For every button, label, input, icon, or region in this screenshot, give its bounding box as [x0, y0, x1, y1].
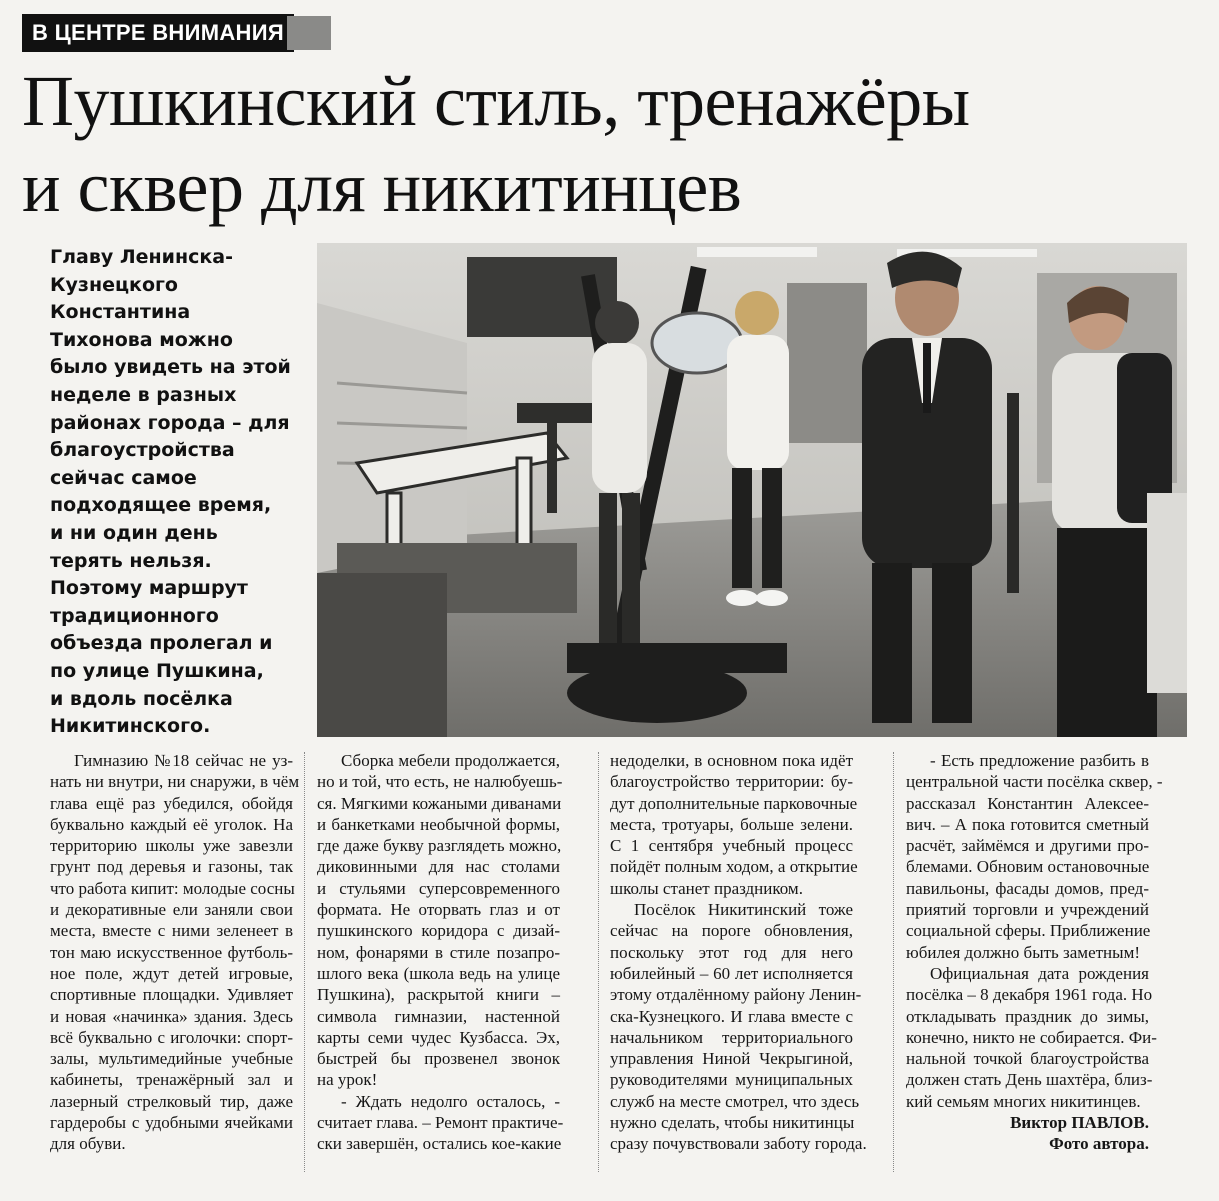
text-line: пойдёт полным ходом, а открытие — [610, 857, 858, 877]
text-line: этому отдалённому району Ленин- — [610, 985, 862, 1005]
lead-line: районах города – для — [50, 411, 290, 434]
gym-photo — [317, 243, 1187, 737]
text-line: Пушкина), раскрытой книги – — [317, 985, 560, 1005]
lead-line: Никитинского. — [50, 715, 211, 738]
text-line: места, вместе с ними зеленеет в — [50, 921, 293, 941]
text-line: школы станет праздником. — [610, 878, 803, 898]
text-line: буквально каждый её уголок. На — [50, 814, 293, 834]
text-line: ска-Кузнецкого. И глава вместе с — [610, 1006, 853, 1026]
text-line: - Есть предложение разбить в — [930, 751, 1149, 770]
text-line: что работа кипит: молодые сосны — [50, 878, 295, 898]
text-line: должен стать День шахтёра, близ- — [906, 1070, 1153, 1090]
text-line: но и той, что есть, не налюбуешь- — [317, 772, 563, 792]
text-line: карты семи чудес Кузбасса. Эх, — [317, 1027, 560, 1047]
text-line: юбилея должно быть заметным! — [906, 942, 1140, 962]
lead-paragraph — [50, 244, 312, 741]
text-line: ски завершён, остались кое-какие — [317, 1134, 562, 1154]
text-line: нужно сделать, чтобы никитинцы — [610, 1113, 855, 1133]
lead-line: и вдоль посёлка — [50, 687, 233, 710]
lead-line: и ни один день — [50, 521, 218, 544]
byline-author: Виктор ПАВЛОВ. — [1010, 1113, 1149, 1133]
text-line: расчёт, займёмся и другими про- — [906, 836, 1149, 856]
section-rubric: В ЦЕНТРЕ ВНИМАНИЯ — [22, 14, 294, 52]
text-line: кабинеты, тренажёрный зал и — [50, 1070, 293, 1090]
text-line: нальной точкой благоустройства — [906, 1049, 1149, 1069]
lead-line: подходящее время, — [50, 494, 272, 517]
lead-line: Поэтому маршрут — [50, 577, 248, 600]
lead-line: объезда пролегал и — [50, 632, 273, 655]
text-line: С 1 сентября учебный процесс — [610, 836, 853, 856]
text-line: символа гимназии, настенной — [317, 1006, 560, 1026]
text-line: Посёлок Никитинский тоже — [634, 900, 853, 920]
text-line: павильоны, фасады домов, пред- — [906, 878, 1149, 898]
byline-photo-credit: Фото автора. — [1049, 1134, 1149, 1154]
column-divider — [598, 752, 599, 1172]
lead-line: благоустройства — [50, 439, 235, 462]
text-line: служб на месте смотрел, что здесь — [610, 1091, 860, 1111]
text-line: приятий торговли и учреждений — [906, 900, 1149, 920]
text-line: и новая «начинка» здания. Здесь — [50, 1006, 293, 1026]
text-line: центральной части посёлка сквер, - — [906, 772, 1163, 792]
text-line: блемами. Обновим остановочные — [906, 857, 1150, 877]
rubric-grey-block — [287, 16, 331, 50]
text-line: Сборка мебели продолжается, — [341, 751, 560, 770]
gym-photo-illustration — [317, 243, 1187, 737]
text-line: руководителями муниципальных — [610, 1070, 853, 1090]
text-line: и стульями суперсовременного — [317, 878, 560, 898]
text-line: тон маю искусственное футболь- — [50, 942, 293, 962]
text-line: юбилейный – 60 лет исполняется — [610, 963, 853, 983]
article-body — [0, 750, 1219, 1190]
text-line: откладывать праздник до зимы, — [906, 1006, 1149, 1026]
lead-line: было увидеть на этой — [50, 356, 291, 379]
text-line: недоделки, в основном пока идёт — [610, 751, 853, 770]
article-headline — [22, 58, 1202, 230]
text-line: места, тротуары, больше зелени. — [610, 814, 853, 834]
lead-line: неделе в разных — [50, 383, 237, 406]
text-line: вич. – А пока готовится сметный — [906, 814, 1149, 834]
text-line: залы, мультимедийные учебные — [50, 1049, 293, 1069]
text-line: для обуви. — [50, 1134, 126, 1154]
article-column-1 — [50, 750, 300, 1155]
headline-line-2: и сквер для никитинцев — [22, 147, 742, 227]
text-line: конечно, никто не собирается. Фи- — [906, 1027, 1157, 1047]
text-line: диковинными для нас столами — [317, 857, 560, 877]
text-line: спортивные площадки. Удивляет — [50, 985, 293, 1005]
article-column-2 — [317, 750, 564, 1155]
text-line: благоустройство территории: бу- — [610, 772, 853, 792]
text-line: ное поле, ждут детей игровые, — [50, 963, 293, 983]
text-line: грунт под деревья и газоны, так — [50, 857, 293, 877]
text-line: ся. Мягкими кожаными диванами — [317, 793, 562, 813]
text-line: территорию школы уже завезли — [50, 836, 293, 856]
text-line: пушкинского коридора с дизай- — [317, 921, 560, 941]
article-column-4 — [906, 750, 1163, 1155]
text-line: считает глава. – Ремонт практиче- — [317, 1113, 564, 1133]
text-line: - Ждать недолго осталось, - — [341, 1091, 560, 1111]
headline-line-1: Пушкинский стиль, тренажёры — [22, 61, 970, 141]
text-line: сейчас на пороге обновления, — [610, 921, 853, 941]
text-line: дут дополнительные парковочные — [610, 793, 858, 813]
text-line: кий семьям многих никитинцев. — [906, 1091, 1141, 1111]
text-line: где даже букву разглядеть можно, — [317, 836, 562, 856]
column-divider — [893, 752, 894, 1172]
text-line: посёлка – 8 декабря 1961 года. Но — [906, 985, 1153, 1005]
text-line: шлого века (школа ведь на улице — [317, 963, 560, 983]
lead-line: Тихонова можно — [50, 328, 233, 351]
column-divider — [304, 752, 305, 1172]
lead-line: Кузнецкого — [50, 273, 178, 296]
text-line: начальником территориального — [610, 1027, 853, 1047]
text-line: и декоративные ели заняли свои — [50, 900, 293, 920]
text-line: глава ещё раз убедился, обойдя — [50, 793, 293, 813]
text-line: рассказал Константин Алексее- — [906, 793, 1149, 813]
lead-line: сейчас самое — [50, 466, 197, 489]
lead-line: Константина — [50, 301, 191, 324]
lead-line: терять нельзя. — [50, 549, 212, 572]
text-line: Официальная дата рождения — [930, 963, 1149, 983]
text-line: поскольку этот год для него — [610, 942, 853, 962]
text-line: всё буквально с иголочки: спорт- — [50, 1027, 293, 1047]
text-line: на урок! — [317, 1070, 378, 1090]
text-line: и банкетками необычной формы, — [317, 814, 560, 834]
lead-line: Главу Ленинска- — [50, 246, 233, 268]
lead-line: традиционного — [50, 604, 219, 627]
text-line: Гимназию №18 сейчас не уз- — [74, 751, 293, 770]
lead-line: по улице Пушкина, — [50, 659, 264, 682]
article-column-3 — [610, 750, 867, 1155]
text-line: сразу почувствовали заботу города. — [610, 1134, 867, 1154]
text-line: лазерный стрелковый тир, даже — [50, 1091, 293, 1111]
text-line: социальной сферы. Приближение — [906, 921, 1151, 941]
text-line: гардеробы с удобными ячейками — [50, 1113, 293, 1133]
text-line: нать ни внутри, ни снаружи, в чём — [50, 772, 300, 792]
text-line: формата. Не оторвать глаз и от — [317, 900, 560, 920]
text-line: быстрей бы прозвенел звонок — [317, 1049, 560, 1069]
text-line: ном, фонарями в стиле позапро- — [317, 942, 560, 962]
text-line: управления Ниной Чекрыгиной, — [610, 1049, 853, 1069]
